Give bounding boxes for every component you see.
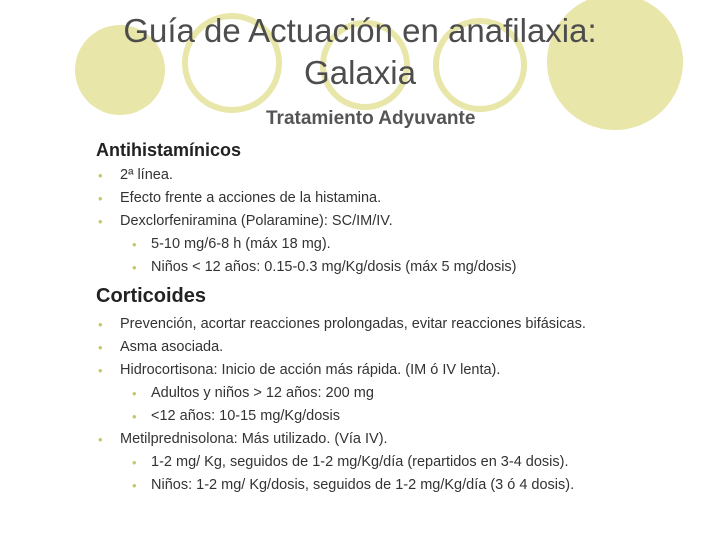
list-subitem: • 1-2 mg/ Kg, seguidos de 1-2 mg/Kg/día (repartidos en 3-4 dosis). (130, 451, 574, 474)
antihistaminicos-list (96, 164, 393, 233)
corticoides-heading: Corticoides (96, 285, 207, 307)
list-item: • Metilprednisolona: Más utilizado. (Vía IV). (96, 428, 388, 451)
hidrocortisona-sublist (130, 382, 374, 428)
list-item: • Hidrocortisona: Inicio de acción más rápida. (IM ó IV lenta). (96, 359, 586, 382)
list-item: • Asma asociada. (96, 336, 586, 359)
slide-subtitle: Tratamiento Adyuvante (266, 108, 476, 129)
corticoides-list (96, 313, 586, 382)
slide-title-line1: Guía de Actuación en anafilaxia: (123, 12, 597, 49)
list-subitem: • 5-10 mg/6-8 h (máx 18 mg). (130, 233, 517, 256)
metilprednisolona-sublist (130, 451, 574, 497)
list-item: • Prevención, acortar reacciones prolongadas, evitar reacciones bifásicas. (96, 313, 586, 336)
list-item: • Efecto frente a acciones de la histamina. (96, 187, 393, 210)
list-subitem: • Niños: 1-2 mg/ Kg/dosis, seguidos de 1-2 mg/Kg/día (3 ó 4 dosis). (130, 474, 574, 497)
antihistaminicos-sublist (130, 233, 517, 279)
list-subitem: • Niños < 12 años: 0.15-0.3 mg/Kg/dosis (máx 5 mg/dosis) (130, 256, 517, 279)
list-subitem: • Adultos y niños > 12 años: 200 mg (130, 382, 374, 405)
list-subitem: • <12 años: 10-15 mg/Kg/dosis (130, 405, 374, 428)
list-item: • Dexclorfeniramina (Polaramine): SC/IM/IV. (96, 210, 393, 233)
antihistaminicos-heading: Antihistamínicos (96, 140, 242, 160)
list-item: • 2ª línea. (96, 164, 393, 187)
slide-title-line2: Galaxia (304, 54, 416, 91)
metilprednisolona-list (96, 428, 388, 451)
slide-title (0, 10, 720, 94)
